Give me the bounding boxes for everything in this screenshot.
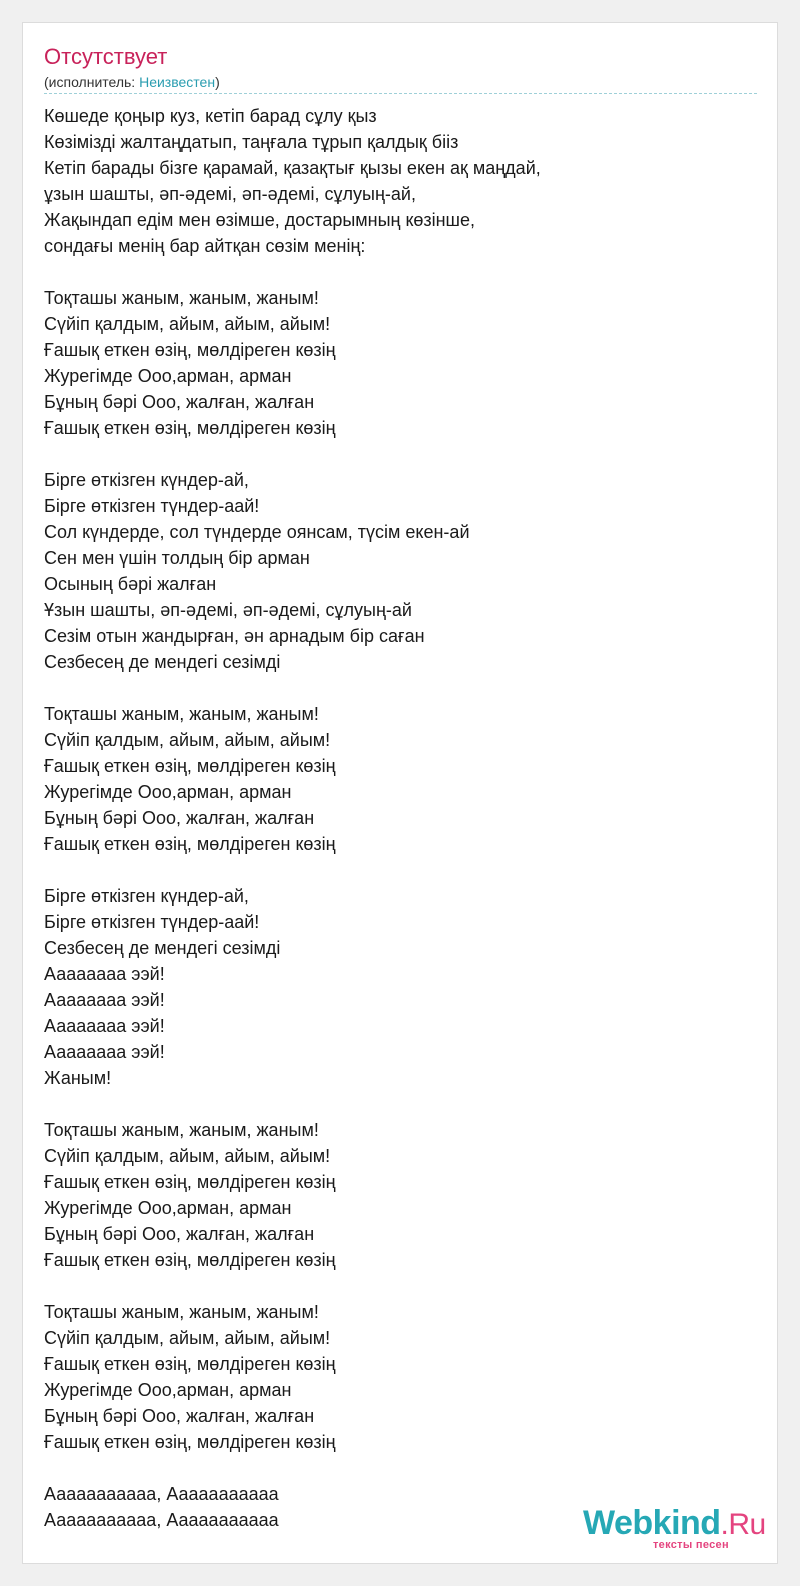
lyric-line: Бұның бәрі Ооо, жалған, жалған [44, 1224, 315, 1244]
lyric-line: Көзімізді жалтаңдатып, таңғала тұрып қалдық бііз [44, 132, 459, 152]
lyric-line: Сүйіп қалдым, айым, айым, айым! [44, 730, 331, 750]
stanza-break [44, 675, 764, 701]
lyric-line: Сезбесең де мендегі сезімді [44, 938, 281, 958]
performer-suffix: ) [215, 74, 220, 90]
site-logo[interactable] [583, 1503, 773, 1553]
lyric-line: сондағы менің бар айтқан сөзім менің: [44, 236, 366, 256]
lyric-line: Жаным! [44, 1068, 112, 1088]
lyric-line: Аааааааа ээй! [44, 1042, 165, 1062]
lyric-line: Бұның бәрі Ооо, жалған, жалған [44, 392, 315, 412]
logo-name: Webkind [583, 1504, 721, 1542]
lyric-line: Журегімде Ооо,арман, арман [44, 782, 292, 802]
lyric-line: Ғашық еткен өзің, мөлдіреген көзің [44, 756, 336, 776]
lyric-line: Аааааааа ээй! [44, 964, 165, 984]
lyric-line: Ғашық еткен өзің, мөлдіреген көзің [44, 340, 336, 360]
lyric-line: Тоқташы жаным, жаным, жаным! [44, 704, 319, 724]
lyric-line: Тоқташы жаным, жаным, жаным! [44, 1302, 319, 1322]
lyric-line: ұзын шашты, әп-әдемі, әп-әдемі, сұлуың-ай, [44, 184, 416, 204]
artist-link[interactable]: Неизвестен [139, 74, 216, 90]
lyric-line: Сүйіп қалдым, айым, айым, айым! [44, 1146, 331, 1166]
lyric-line: Бірге өткізген түндер-аай! [44, 912, 260, 932]
lyric-line: Сезбесең де мендегі сезімді [44, 652, 281, 672]
song-title: Отсутствует [44, 44, 168, 69]
lyric-line: Бірге өткізген түндер-аай! [44, 496, 260, 516]
lyric-line: Ғашық еткен өзің, мөлдіреген көзің [44, 1250, 336, 1270]
stanza-break [44, 857, 764, 883]
lyric-line: Аааааааа ээй! [44, 1016, 165, 1036]
lyric-line: Ұзын шашты, әп-әдемі, әп-әдемі, сұлуың-ай [44, 600, 412, 620]
lyric-line: Ааааааааааа, Ааааааааааа [44, 1484, 279, 1504]
lyric-line: Ғашық еткен өзің, мөлдіреген көзің [44, 1172, 336, 1192]
lyric-line: Ғашық еткен өзің, мөлдіреген көзің [44, 418, 336, 438]
logo-tld: .Ru [720, 1508, 766, 1541]
lyric-line: Жақындап едім мен өзімше, достарымның көзінше, [44, 210, 475, 230]
lyrics-text [44, 103, 764, 1533]
stanza-break [44, 1273, 764, 1299]
lyric-line: Сүйіп қалдым, айым, айым, айым! [44, 314, 331, 334]
lyric-line: Тоқташы жаным, жаным, жаным! [44, 288, 319, 308]
stanza-break [44, 441, 764, 467]
lyric-line: Бірге өткізген күндер-ай, [44, 470, 249, 490]
stanza-break [44, 1091, 764, 1117]
performer-prefix: (исполнитель: [44, 74, 140, 90]
lyric-line: Бірге өткізген күндер-ай, [44, 886, 249, 906]
lyric-line: Кетіп барады бізге қарамай, қазақтығ қызы екен ақ маңдай, [44, 158, 541, 178]
lyric-line: Осының бәрі жалған [44, 574, 217, 594]
lyric-line: Көшеде қоңыр куз, кетіп барад сұлу қыз [44, 106, 377, 126]
lyric-line: Бұның бәрі Ооо, жалған, жалған [44, 808, 315, 828]
lyric-line: Тоқташы жаным, жаным, жаным! [44, 1120, 319, 1140]
lyric-line: Ғашық еткен өзің, мөлдіреген көзің [44, 1354, 336, 1374]
lyric-line: Журегімде Ооо,арман, арман [44, 1198, 292, 1218]
header-divider [44, 93, 757, 94]
performer-line [44, 73, 220, 91]
lyric-line: Ғашық еткен өзің, мөлдіреген көзің [44, 1432, 336, 1452]
logo-tagline: тексты песен [653, 1539, 729, 1551]
stanza-break [44, 1455, 764, 1481]
lyric-line: Сол күндерде, сол түндерде оянсам, түсім екен-ай [44, 522, 470, 542]
lyric-line: Журегімде Ооо,арман, арман [44, 366, 292, 386]
lyric-line: Аааааааа ээй! [44, 990, 165, 1010]
lyric-line: Сүйіп қалдым, айым, айым, айым! [44, 1328, 331, 1348]
stanza-break [44, 259, 764, 285]
lyric-line: Ааааааааааа, Ааааааааааа [44, 1510, 279, 1530]
lyric-line: Журегімде Ооо,арман, арман [44, 1380, 292, 1400]
lyric-line: Сезім отын жандырған, ән арнадым бір саған [44, 626, 425, 646]
lyric-line: Сен мен үшін толдың бір арман [44, 548, 310, 568]
lyric-line: Бұның бәрі Ооо, жалған, жалған [44, 1406, 315, 1426]
lyrics-card [22, 22, 778, 1564]
lyric-line: Ғашық еткен өзің, мөлдіреген көзің [44, 834, 336, 854]
